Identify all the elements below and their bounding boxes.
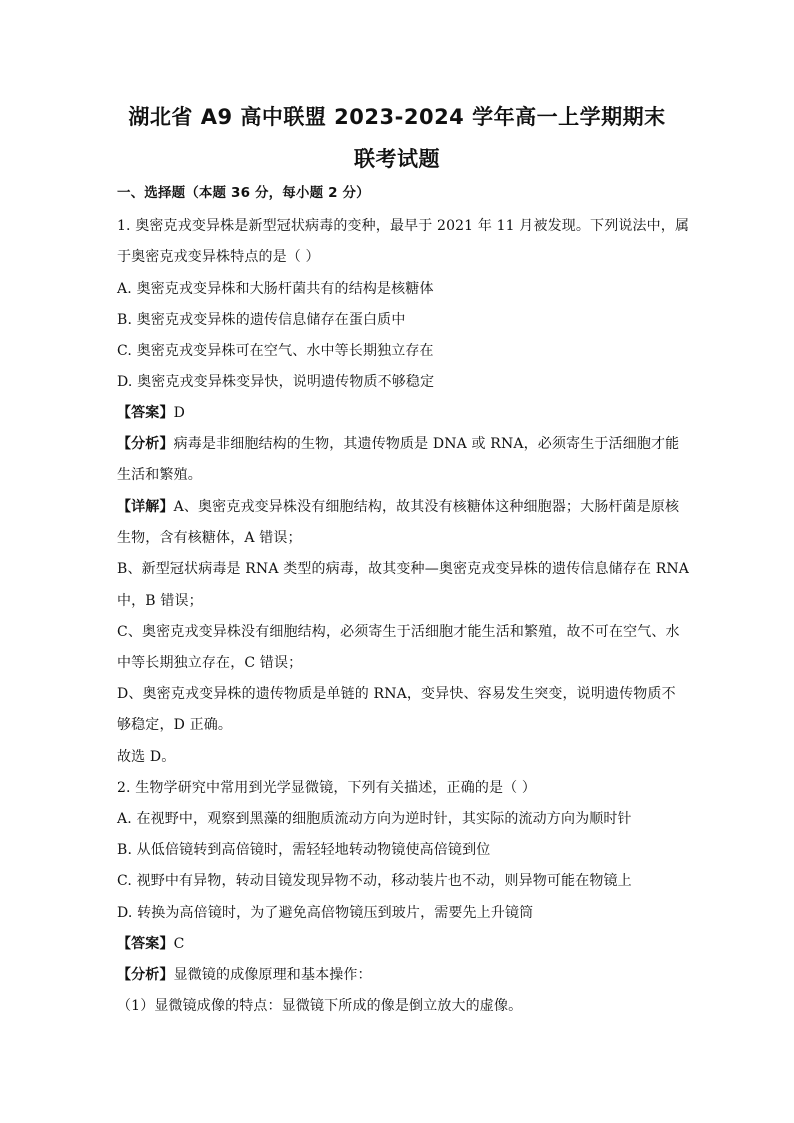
analysis-label: 【分析】: [117, 436, 174, 452]
q2-answer: [117, 937, 184, 951]
q1-detail-line-4: 中，B 错误；: [117, 593, 203, 609]
q1-detail-line-1: [117, 500, 679, 514]
q1-detail-line-6: 中等长期独立存在，C 错误；: [117, 655, 303, 671]
q1-analysis-line-2: 生活和繁殖。: [117, 467, 202, 483]
q2-option-a: A. 在视野中，观察到黑藻的细胞质流动方向为逆时针，其实际的流动方向为顺时针: [117, 811, 632, 827]
q1-conclusion: 故选 D。: [117, 749, 176, 765]
detail-label: 【详解】: [117, 499, 174, 515]
q1-detail-line-2: 生物，含有核糖体，A 错误；: [117, 530, 302, 546]
section-heading: 一、选择题（本题 36 分，每小题 2 分）: [117, 185, 370, 201]
q1-option-c: C. 奥密克戎变异株可在空气、水中等长期独立存在: [117, 343, 434, 359]
q2-option-d: D. 转换为高倍镜时，为了避免高倍物镜压到玻片，需要先上升镜筒: [117, 905, 534, 921]
q1-stem-line-1: 1. 奥密克戎变异株是新型冠状病毒的变种，最早于 2021 年 11 月被发现。下列说法中，属: [117, 218, 690, 234]
q1-detail-line-7: D、奥密克戎变异株的遗传物质是单链的 RNA，变异快、容易发生突变，说明遗传物质不: [117, 686, 676, 702]
analysis-text: 病毒是非细胞结构的生物，其遗传物质是 DNA 或 RNA，必须寄生于活细胞才能: [173, 436, 680, 452]
answer-label: 【答案】: [117, 936, 174, 952]
detail-text: A、奥密克戎变异株没有细胞结构，故其没有核糖体这种细胞器；大肠杆菌是原核: [173, 499, 680, 515]
analysis-text: 显微镜的成像原理和基本操作：: [173, 967, 372, 983]
q2-analysis-line-1: [117, 968, 372, 982]
answer-label: 【答案】: [117, 405, 174, 421]
q1-detail-line-8: 够稳定，D 正确。: [117, 717, 233, 733]
q1-option-d: D. 奥密克戎变异株变异快，说明遗传物质不够稳定: [117, 374, 435, 390]
answer-value: C: [173, 936, 185, 952]
q2-stem-line-1: 2. 生物学研究中常用到光学显微镜，下列有关描述，正确的是（ ）: [117, 780, 537, 796]
q1-option-a: A. 奥密克戎变异株和大肠杆菌共有的结构是核糖体: [117, 281, 434, 297]
q1-option-b: B. 奥密克戎变异株的遗传信息储存在蛋白质中: [117, 312, 406, 328]
analysis-label: 【分析】: [117, 967, 174, 983]
answer-value: D: [173, 405, 185, 421]
q1-stem-line-2: 于奥密克戎变异株特点的是（ ）: [117, 249, 320, 265]
q2-option-c: C. 视野中有异物，转动目镜发现异物不动，移动装片也不动，则异物可能在物镜上: [117, 873, 632, 889]
q2-option-b: B. 从低倍镜转到高倍镜时，需轻轻地转动物镜使高倍镜到位: [117, 842, 491, 858]
q1-analysis-line-1: [117, 437, 679, 451]
q1-detail-line-5: C、奥密克戎变异株没有细胞结构，必须寄生于活细胞才能生活和繁殖，故不可在空气、水: [117, 624, 680, 640]
document-title-line-1: 湖北省 A9 高中联盟 2023-2024 学年高一上学期期末: [128, 105, 666, 129]
q2-analysis-line-2: （1）显微镜成像的特点：显微镜下所成的像是倒立放大的虚像。: [117, 998, 523, 1014]
q1-answer: [117, 406, 185, 420]
q1-detail-line-3: B、新型冠状病毒是 RNA 类型的病毒，故其变种—奥密克戎变异株的遗传信息储存在 RNA: [117, 561, 690, 577]
document-title-line-2: 联考试题: [354, 147, 440, 171]
